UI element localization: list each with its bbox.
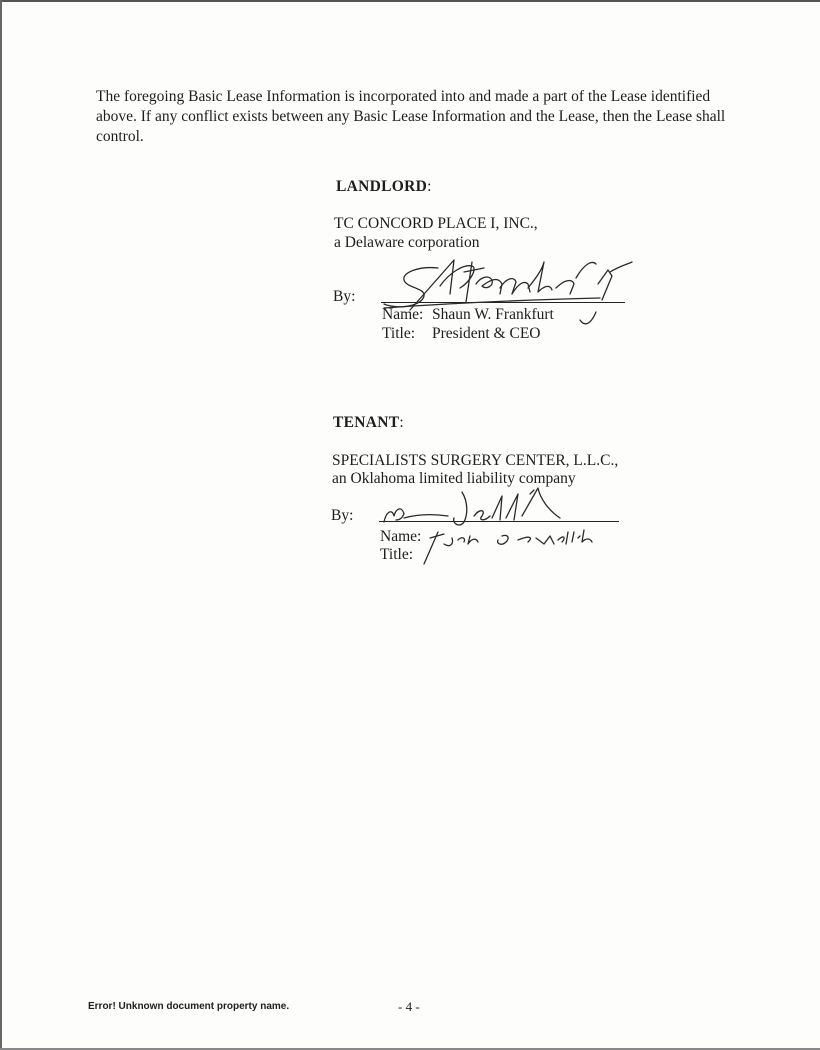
page-top-edge: [0, 0, 820, 2]
tenant-heading-block: [333, 414, 404, 432]
landlord-heading-block: [336, 178, 432, 196]
landlord-heading: LANDLORD: [336, 178, 428, 195]
tenant-heading: TENANT: [333, 414, 400, 431]
landlord-name-value: Shaun W. Frankfurt: [432, 306, 554, 323]
tenant-title-label: Title:: [380, 546, 414, 563]
landlord-entity-name: TC CONCORD PLACE I, INC.,: [334, 215, 538, 232]
intro-paragraph: The foregoing Basic Lease Information is incorporated into and made a part of the Lease identified above. If any conflict exists between any Basic Lease Information and the Lease, then the Lease shall control.: [96, 88, 726, 145]
landlord-by-label: By:: [333, 288, 356, 305]
landlord-entity-type: a Delaware corporation: [334, 234, 480, 251]
tenant-heading-colon: :: [399, 414, 405, 431]
landlord-title-value: President & CEO: [432, 325, 541, 342]
tenant-by-label: By:: [331, 507, 354, 524]
landlord-heading-colon: :: [427, 178, 432, 195]
tenant-entity-type: an Oklahoma limited liability company: [332, 470, 576, 487]
tenant-entity-name: SPECIALISTS SURGERY CENTER, L.L.C.,: [332, 452, 619, 469]
landlord-name-label: Name:: [382, 306, 424, 323]
footer-error-text: Error! Unknown document property name.: [88, 1001, 290, 1012]
page-number: - 4 -: [398, 999, 420, 1014]
landlord-title-label: Title:: [382, 325, 416, 342]
page-left-edge: [0, 0, 2, 1050]
tenant-name-label: Name:: [380, 528, 422, 545]
